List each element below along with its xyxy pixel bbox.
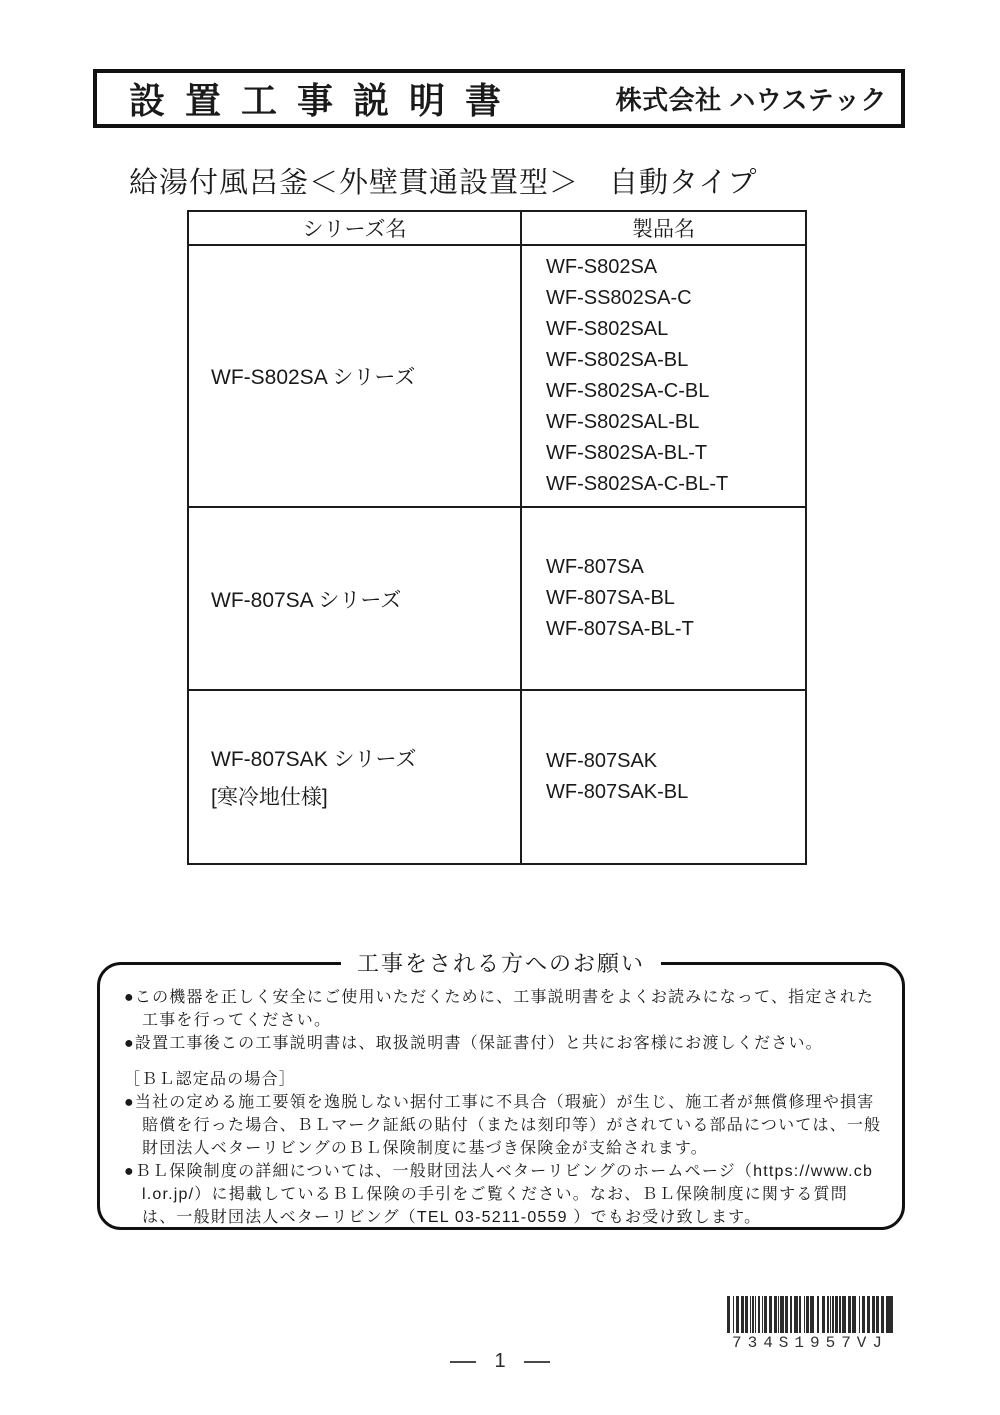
notice-bullet: ● この機器を正しく安全にご使用いただくために、工事説明書をよくお読みになって、指定された工事を行ってください。 [124,986,882,1032]
product-name: WF-S802SA-BL [546,349,689,371]
notice-bullet: ● ＢＬ保険制度の詳細については、一般財団法人ベターリビングのホームページ（https://www.cbl.or.jp/）に掲載しているＢＬ保険の手引をご覧ください。なお、ＢＬ保険制度に関する質問は、一般財団法人ベターリビング（TEL 03-5211-0559 ）でもお受け致します。 [124,1160,882,1229]
notice-bullets-top [124,986,882,1055]
series-name: WF-S802SA シリーズ [211,366,416,389]
page-footer [0,1350,1000,1373]
column-header-series: シリーズ名 [188,211,521,245]
product-list [546,746,805,808]
products-cell [521,690,806,864]
product-name: WF-S802SA-BL-T [546,442,708,464]
column-header-product: 製品名 [521,211,806,245]
notice-title: 工事をされる方へのお願い [341,949,661,979]
table-header-row [188,211,806,245]
title-box [93,69,905,128]
company-name: 株式会社 ハウステック [615,85,887,115]
product-name: WF-S802SAL [546,318,669,340]
doc-subtitle: 給湯付風呂釜＜外壁貫通設置型＞ 自動タイプ [129,167,758,199]
notice-bullet: ● 当社の定める施工要領を逸脱しない据付工事に不具合（瑕疵）が生じ、施工者が無償修理や損害賠償を行った場合、ＢＬマーク証紙の貼付（または刻印等）がされている部品については、一般財団法人ベターリビングのＢＬ保険制度に基づき保険金が支給されます。 [124,1091,882,1160]
notice-bullets-bl [124,1091,882,1229]
product-name: WF-S802SA-C-BL-T [546,473,729,495]
table-row [188,245,806,507]
product-name: WF-807SAK [546,750,658,772]
page-dash-right [524,1361,550,1363]
product-name: WF-807SA [546,556,644,578]
product-name: WF-807SA-BL [546,587,675,609]
product-name: WF-S802SA-C-BL [546,380,710,402]
notice-body [124,986,882,1229]
product-table [187,210,807,865]
series-name: WF-807SA シリーズ [211,588,402,612]
series-cell [188,690,521,864]
product-name: WF-807SAK-BL [546,781,689,803]
barcode-code: 734S1957VJ [731,1334,888,1352]
series-note: [寒冷地仕様] [211,786,328,809]
products-cell [521,507,806,690]
notice-box [97,951,905,1230]
table-row [188,690,806,864]
table-row [188,507,806,690]
product-name: WF-SS802SA-C [546,287,692,309]
series-cell [188,507,521,690]
bl-section-heading: ［ＢＬ認定品の場合］ [124,1071,297,1088]
product-name: WF-S802SA [546,256,658,278]
products-cell [521,245,806,507]
product-name: WF-S802SAL-BL [546,411,700,433]
document-title: 設置工事説明書 [129,80,522,121]
series-cell [188,245,521,507]
barcode [727,1296,893,1352]
product-name: WF-807SA-BL-T [546,618,694,640]
page-number: 1 [494,1350,506,1372]
page-dash-left [450,1361,476,1363]
barcode-bars-icon [727,1296,893,1333]
product-list [546,552,805,645]
series-name: WF-807SAK シリーズ [211,748,417,771]
product-list [546,252,805,500]
notice-bullet: ● 設置工事後この工事説明書は、取扱説明書（保証書付）と共にお客様にお渡しください。 [124,1032,882,1055]
